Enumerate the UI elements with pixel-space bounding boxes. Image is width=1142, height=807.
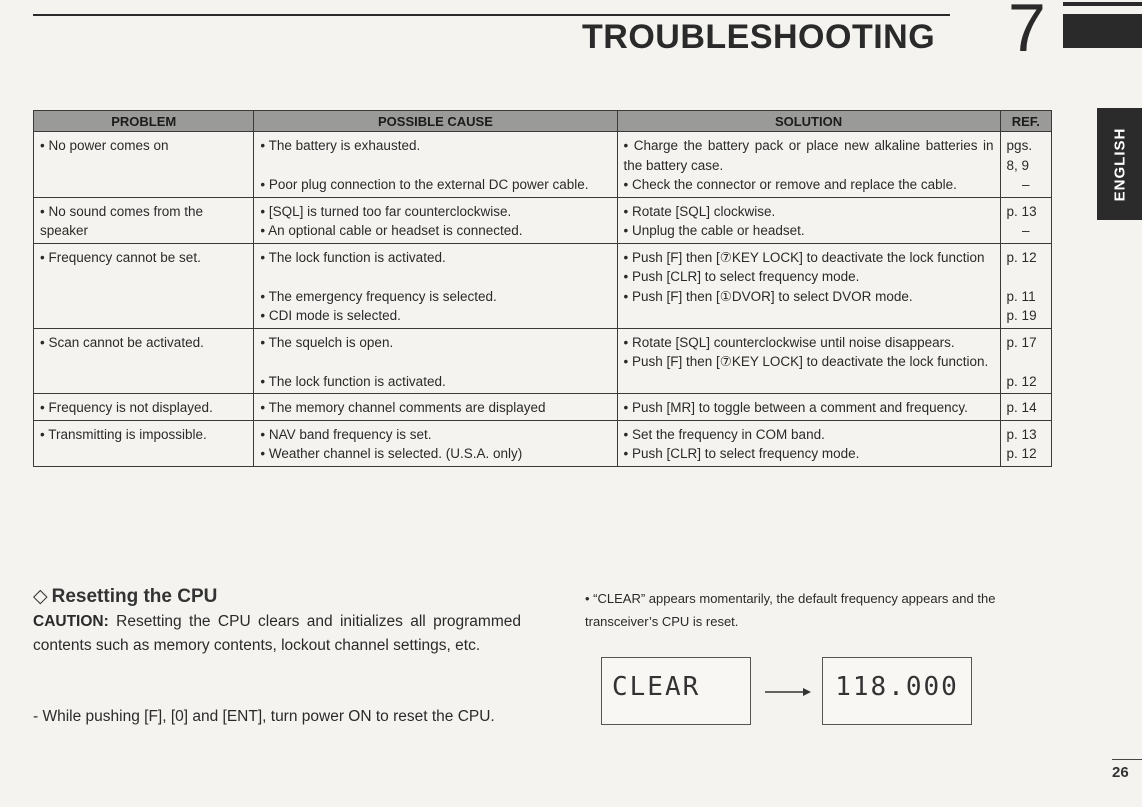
ref-cell bbox=[1000, 197, 1051, 243]
cause-cell bbox=[254, 243, 617, 328]
header-solution: SOLUTION bbox=[617, 111, 1000, 132]
cause-text: • An optional cable or headset is connected. bbox=[260, 223, 523, 238]
table-row bbox=[34, 132, 1052, 198]
table-row bbox=[34, 420, 1052, 466]
cause-cell bbox=[254, 328, 617, 394]
problem-text: • Transmitting is impossible. bbox=[40, 426, 207, 442]
problem-cell bbox=[34, 243, 254, 328]
ref-text: – bbox=[1022, 223, 1030, 238]
solution-text: • Push [CLR] to select frequency mode. bbox=[623, 269, 860, 284]
table-header-row bbox=[34, 111, 1052, 132]
problem-cell bbox=[34, 132, 254, 198]
caution-label: CAUTION: bbox=[33, 613, 109, 630]
problem-text: • Frequency is not displayed. bbox=[40, 400, 213, 415]
problem-cell bbox=[34, 394, 254, 421]
ref-cell bbox=[1000, 420, 1051, 466]
cause-text: • The memory channel comments are displayed bbox=[260, 400, 546, 415]
reset-section-title bbox=[33, 585, 217, 608]
solution-text: • Push [CLR] to select frequency mode. bbox=[623, 446, 860, 461]
cause-text: • The lock function is activated. bbox=[260, 249, 446, 265]
solution-text: • Check the connector or remove and replace the cable. bbox=[623, 177, 957, 192]
cause-cell bbox=[254, 420, 617, 466]
solution-cell bbox=[617, 394, 1000, 421]
corner-decoration-thin bbox=[1063, 2, 1142, 6]
solution-cell bbox=[617, 420, 1000, 466]
ref-cell bbox=[1000, 243, 1051, 328]
solution-text: • Push [F] then [①DVOR] to select DVOR mode. bbox=[623, 288, 913, 304]
ref-text: p. 12 bbox=[1006, 249, 1037, 265]
table-row bbox=[34, 328, 1052, 394]
cause-cell bbox=[254, 197, 617, 243]
ref-text: p. 14 bbox=[1006, 400, 1037, 415]
footer-rule bbox=[1112, 759, 1142, 760]
problem-cell bbox=[34, 197, 254, 243]
caution-text: Resetting the CPU clears and initializes all programmed contents such as memory contents, lockout channel settings, etc. bbox=[33, 613, 521, 654]
ref-text: p. 17 bbox=[1006, 334, 1037, 350]
solution-text: • Set the frequency in COM band. bbox=[623, 426, 825, 442]
cause-text: • The lock function is activated. bbox=[260, 373, 446, 389]
problem-text: • Scan cannot be activated. bbox=[40, 334, 204, 350]
cause-text: • The squelch is open. bbox=[260, 334, 394, 350]
ref-text: p. 12 bbox=[1006, 446, 1037, 461]
cause-cell bbox=[254, 394, 617, 421]
reset-step: - While pushing [F], [0] and [ENT], turn power ON to reset the CPU. bbox=[33, 708, 495, 725]
solution-text: • Push [F] then [⑦KEY LOCK] to deactivate the lock function bbox=[623, 249, 985, 265]
problem-cell bbox=[34, 420, 254, 466]
solution-cell bbox=[617, 197, 1000, 243]
cause-text: • NAV band frequency is set. bbox=[260, 426, 432, 442]
chapter-number: 7 bbox=[1008, 0, 1046, 66]
arrow-right-icon bbox=[763, 682, 813, 702]
cause-cell bbox=[254, 132, 617, 198]
language-tab-label: ENGLISH bbox=[1111, 127, 1128, 201]
table-row bbox=[34, 243, 1052, 328]
solution-cell bbox=[617, 243, 1000, 328]
solution-text: • Push [F] then [⑦KEY LOCK] to deactivate the lock function. bbox=[623, 354, 989, 369]
header-problem: PROBLEM bbox=[34, 111, 254, 132]
header-rule bbox=[33, 14, 950, 16]
display-before: CLEAR bbox=[601, 657, 751, 725]
solution-text: • Rotate [SQL] counterclockwise until noise disappears. bbox=[623, 334, 955, 350]
ref-text: p. 12 bbox=[1006, 373, 1037, 389]
ref-text: – bbox=[1022, 177, 1030, 192]
ref-text: p. 19 bbox=[1006, 308, 1037, 323]
cause-text: • CDI mode is selected. bbox=[260, 308, 401, 323]
header-cause: POSSIBLE CAUSE bbox=[254, 111, 617, 132]
cause-text: • The battery is exhausted. bbox=[260, 138, 421, 153]
cause-text: • Weather channel is selected. (U.S.A. only) bbox=[260, 446, 523, 461]
problem-text: • No power comes on bbox=[40, 138, 169, 153]
solution-text: • Rotate [SQL] clockwise. bbox=[623, 203, 776, 219]
ref-text: pgs. 8, 9 bbox=[1006, 138, 1033, 173]
cause-text: • Poor plug connection to the external DC power cable. bbox=[260, 177, 589, 192]
header-ref: REF. bbox=[1000, 111, 1051, 132]
ref-cell bbox=[1000, 394, 1051, 421]
reset-section-title-text: Resetting the CPU bbox=[51, 586, 218, 607]
solution-cell bbox=[617, 328, 1000, 394]
solution-text: • Charge the battery pack or place new alkaline batteries in the battery case. bbox=[623, 138, 994, 173]
problem-text: • No sound comes from the speaker bbox=[40, 203, 204, 238]
language-tab bbox=[1097, 108, 1142, 220]
ref-cell bbox=[1000, 328, 1051, 394]
solution-text: • Unplug the cable or headset. bbox=[623, 223, 805, 238]
problem-text: • Frequency cannot be set. bbox=[40, 249, 201, 265]
caution-paragraph bbox=[33, 610, 521, 657]
solution-cell bbox=[617, 132, 1000, 198]
problem-cell bbox=[34, 328, 254, 394]
table-body bbox=[34, 132, 1052, 467]
table-row bbox=[34, 394, 1052, 421]
page-number: 26 bbox=[1112, 764, 1129, 781]
ref-text: p. 13 bbox=[1006, 426, 1037, 442]
table-row bbox=[34, 197, 1052, 243]
troubleshooting-table bbox=[33, 110, 1052, 467]
corner-decoration bbox=[1063, 14, 1142, 48]
cause-text: • The emergency frequency is selected. bbox=[260, 288, 497, 304]
page-title: TROUBLESHOOTING bbox=[582, 18, 936, 56]
ref-text: p. 11 bbox=[1006, 288, 1036, 304]
solution-text: • Push [MR] to toggle between a comment and frequency. bbox=[623, 400, 968, 415]
reset-note: • “CLEAR” appears momentarily, the default frequency appears and the transceiver’s CPU is reset. bbox=[585, 591, 996, 629]
cause-text: • [SQL] is turned too far counterclockwise. bbox=[260, 203, 512, 219]
diamond-icon: ◇ bbox=[33, 586, 48, 607]
display-after: 118.000 bbox=[822, 657, 972, 725]
ref-cell bbox=[1000, 132, 1051, 198]
ref-text: p. 13 bbox=[1006, 203, 1037, 219]
